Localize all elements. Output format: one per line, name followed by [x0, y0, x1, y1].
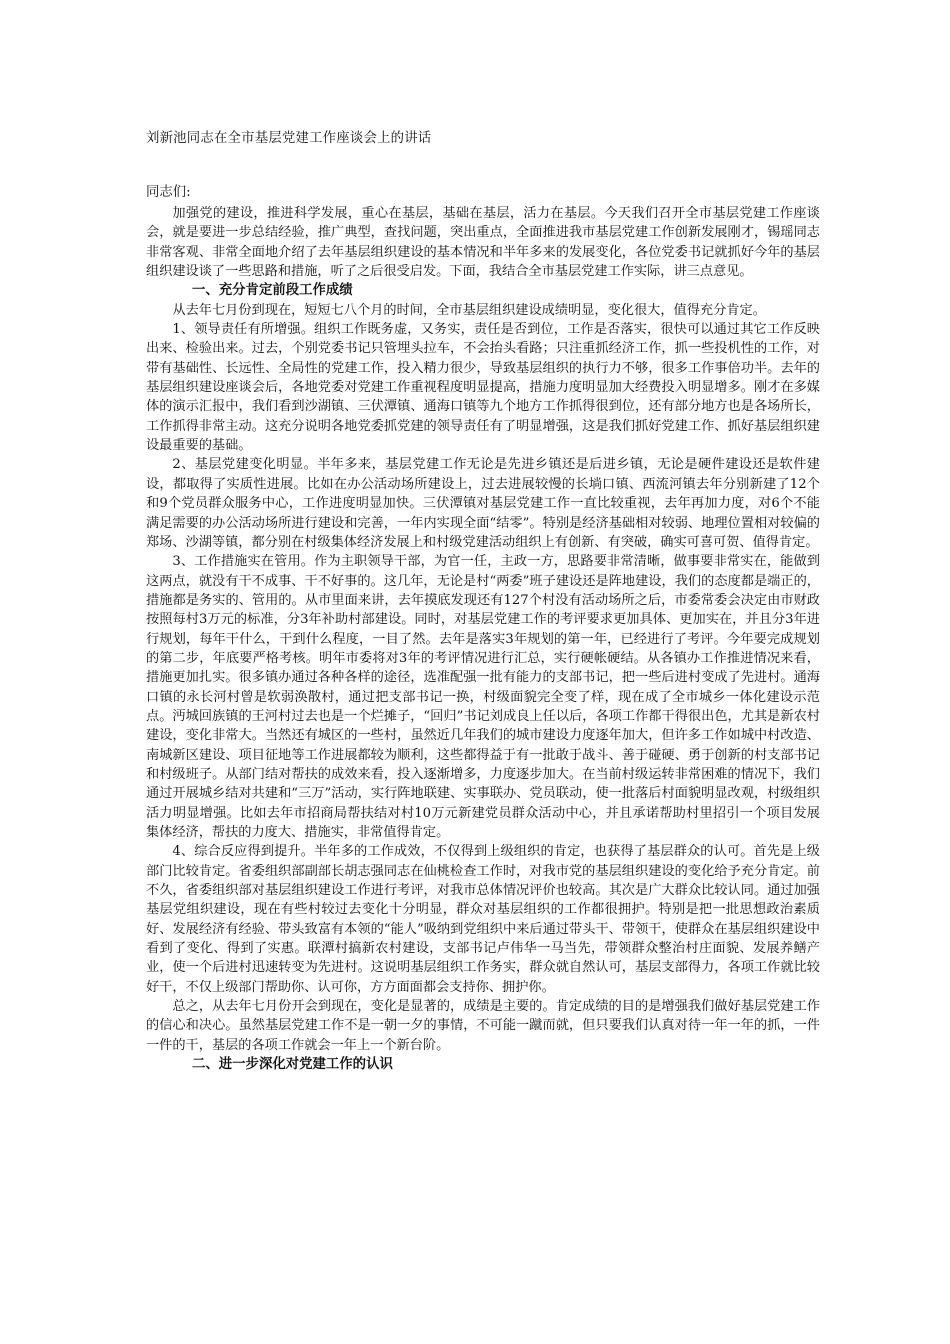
paragraph-point-3: 3、工作措施实在管用。作为主职领导干部，为官一任，主政一方，思路要非常清晰，做事要非常实在，能做到这两点，就没有干不成事、干不好事的。这几年，无论是村“两委”班子建设还是阵地建设，我们的态度都是端正的，措施都是务实的、管用的。从市里面来讲，去年摸底发现还有127个村没有活动场所之后，市委常委会决定由市财政按照每村3万元的标准，分3年补助村部建设。同时，对基层党建工作的考评要求更加具体、更加实在，并且分3年进行规划，每年干什么，干到什么程度，一目了然。去年是落实3年规划的第一年，已经进行了考评。今年要完成规划的第二步，年底要严格考核。明年市委将对3年的考评情况进行汇总，实行硬帐硬结。从各镇办工作推进情况来看，措施更加扎实。很多镇办通过各种各样的途径，选准配强一批有能力的支部书记，把一些后进村变成了先进村。通海口镇的永长河村曾是软弱涣散村，通过把支部书记一换，村级面貌完全变了样，现在成了全市城乡一体化建设示范点。沔城回族镇的王河村过去也是一个烂摊子，“回归”书记刘成良上任以后，各项工作都干得很出色，尤其是新农村建设，变化非常大。当然还有城区的一些村，虽然近几年我们的城市建设力度逐年加大，但许多工作如城中村改造、南城新区建设、项目征地等工作进展都较为顺利，这些都得益于有一批敢于战斗、善于碰硬、勇于创新的村支部书记和村级班子。从部门结对帮扶的成效来看，投入逐渐增多，力度逐步加大。在当前村级运转非常困难的情况下，我们通过开展城乡结对共建和“三万”活动，实行阵地联建、实事联办、党员联动，使一批落后村面貌明显改观，村级组织活力明显增强。比如去年市招商局帮扶结对村10万元新建党员群众活动中心，并且承诺帮助村里招引一个项目发展集体经济，帮扶的力度大、措施实，非常值得肯定。: [146, 554, 820, 840]
paragraph-point-4: 4、综合反应得到提升。半年多的工作成效，不仅得到上级组织的肯定，也获得了基层群众的认可。首先是上级部门比较肯定。省委组织部副部长胡志强同志在仙桃检查工作时，对我市党的基层组织建设的变化给予充分肯定。前不久，省委组织部对基层组织建设工作进行考评，对我市总体情况评价也较高。其次是广大群众比较认同。通过加强基层党组织建设，现在有些村较过去变化十分明显，群众对基层组织的工作都很拥护。特别是把一批思想政治素质好、发展经济有经验、带头致富有本领的“能人”吸纳到党组织中来后通过带头干、带领干，使群众在基层组织建设中看到了变化、得到了实惠。联潭村搞新农村建设，支部书记卢伟华一马当先，带领群众整治村庄面貌、发展养鳝产业，使一个后进村迅速转变为先进村。这说明基层组织工作务实，群众就自然认可，基层支部得力，各项工作就比较好干，不仅上级部门帮助你、认可你，方方面面都会支持你、拥护你。: [146, 844, 820, 995]
document-title: 刘新池同志在全市基层党建工作座谈会上的讲话: [146, 131, 432, 146]
paragraph-intro: 加强党的建设，推进科学发展，重心在基层，基础在基层，活力在基层。今天我们召开全市基层党建工作座谈会，就是要进一步总结经验，推广典型，查找问题，突出重点，全面推进我市基层党建工作创新发展刚才，锡瑶同志非常客观、非常全面地介绍了去年基层组织建设的基本情况和半年多来的发展变化，各位党委书记就抓好今年的基层组织建设谈了一些思路和措施，听了之后很受启发。下面，我结合全市基层党建工作实际，讲三点意见。: [146, 206, 820, 280]
paragraph-point-1: 1、领导责任有所增强。组织工作既务虚，又务实，责任是否到位，工作是否落实，很快可以通过其它工作反映出来、检验出来。过去，个别党委书记只管埋头拉车，不会抬头看路；只注重抓经济工作，抓一些投机性的工作，对带有基础性、长远性、全局性的党建工作，投入精力很少，导致基层组织的执行力不够，很多工作事倍功半。去年的基层组织建设座谈会后，各地党委对党建工作重视程度明显提高，措施力度明显加大经费投入明显增多。刚才在多媒体的演示汇报中，我们看到沙湖镇、三伏潭镇、通海口镇等九个地方工作抓得很到位，还有部分地方也是各场所长，工作抓得非常主动。这充分说明各地党委抓党建的领导责任有了明显增强，这是我们抓好党建工作、抓好基层组织建设最重要的基础。: [146, 322, 820, 454]
paragraph-summary: 从去年七月份到现在，短短七八个月的时间，全市基层组织建设成绩明显，变化很大，值得充分肯定。: [172, 302, 766, 318]
section-heading-2: 二、进一步深化对党建工作的认识: [192, 1057, 393, 1073]
document-body: [146, 204, 820, 1074]
section-heading-1: 一、充分肯定前段工作成绩: [192, 283, 353, 299]
paragraph-conclusion: 总之，从去年七月份开会到现在，变化是显著的，成绩是主要的。肯定成绩的目的是增强我们做好基层党建工作的信心和决心。虽然基层党建工作不是一朝一夕的事情，不可能一蹴而就，但只要我们认真对待一年一年的抓，一件一件的干，基层的各项工作就会一年上一个新台阶。: [146, 999, 820, 1053]
document-page: [146, 118, 820, 1074]
salutation: 同志们:: [146, 185, 191, 200]
paragraph-point-2: 2、基层党建变化明显。半年多来，基层党建工作无论是先进乡镇还是后进乡镇，无论是硬件建设还是软件建设，都取得了实质性进展。比如在办公活动场所建设上，过去进展较慢的长埫口镇、西流河镇去年分别新建了12个和9个党员群众服务中心，工作进度明显加快。三伏潭镇对基层党建工作一直比较重视，去年再加力度，对6个不能满足需要的办公活动场所进行建设和完善，一年内实现全面“结零”。特别是经济基础相对较弱、地理位置相对较偏的郑场、沙湖等镇，都分别在村级集体经济发展上和村级党建活动组织上有创新、有突破，确实可喜可贺、值得肯定。: [146, 457, 820, 550]
